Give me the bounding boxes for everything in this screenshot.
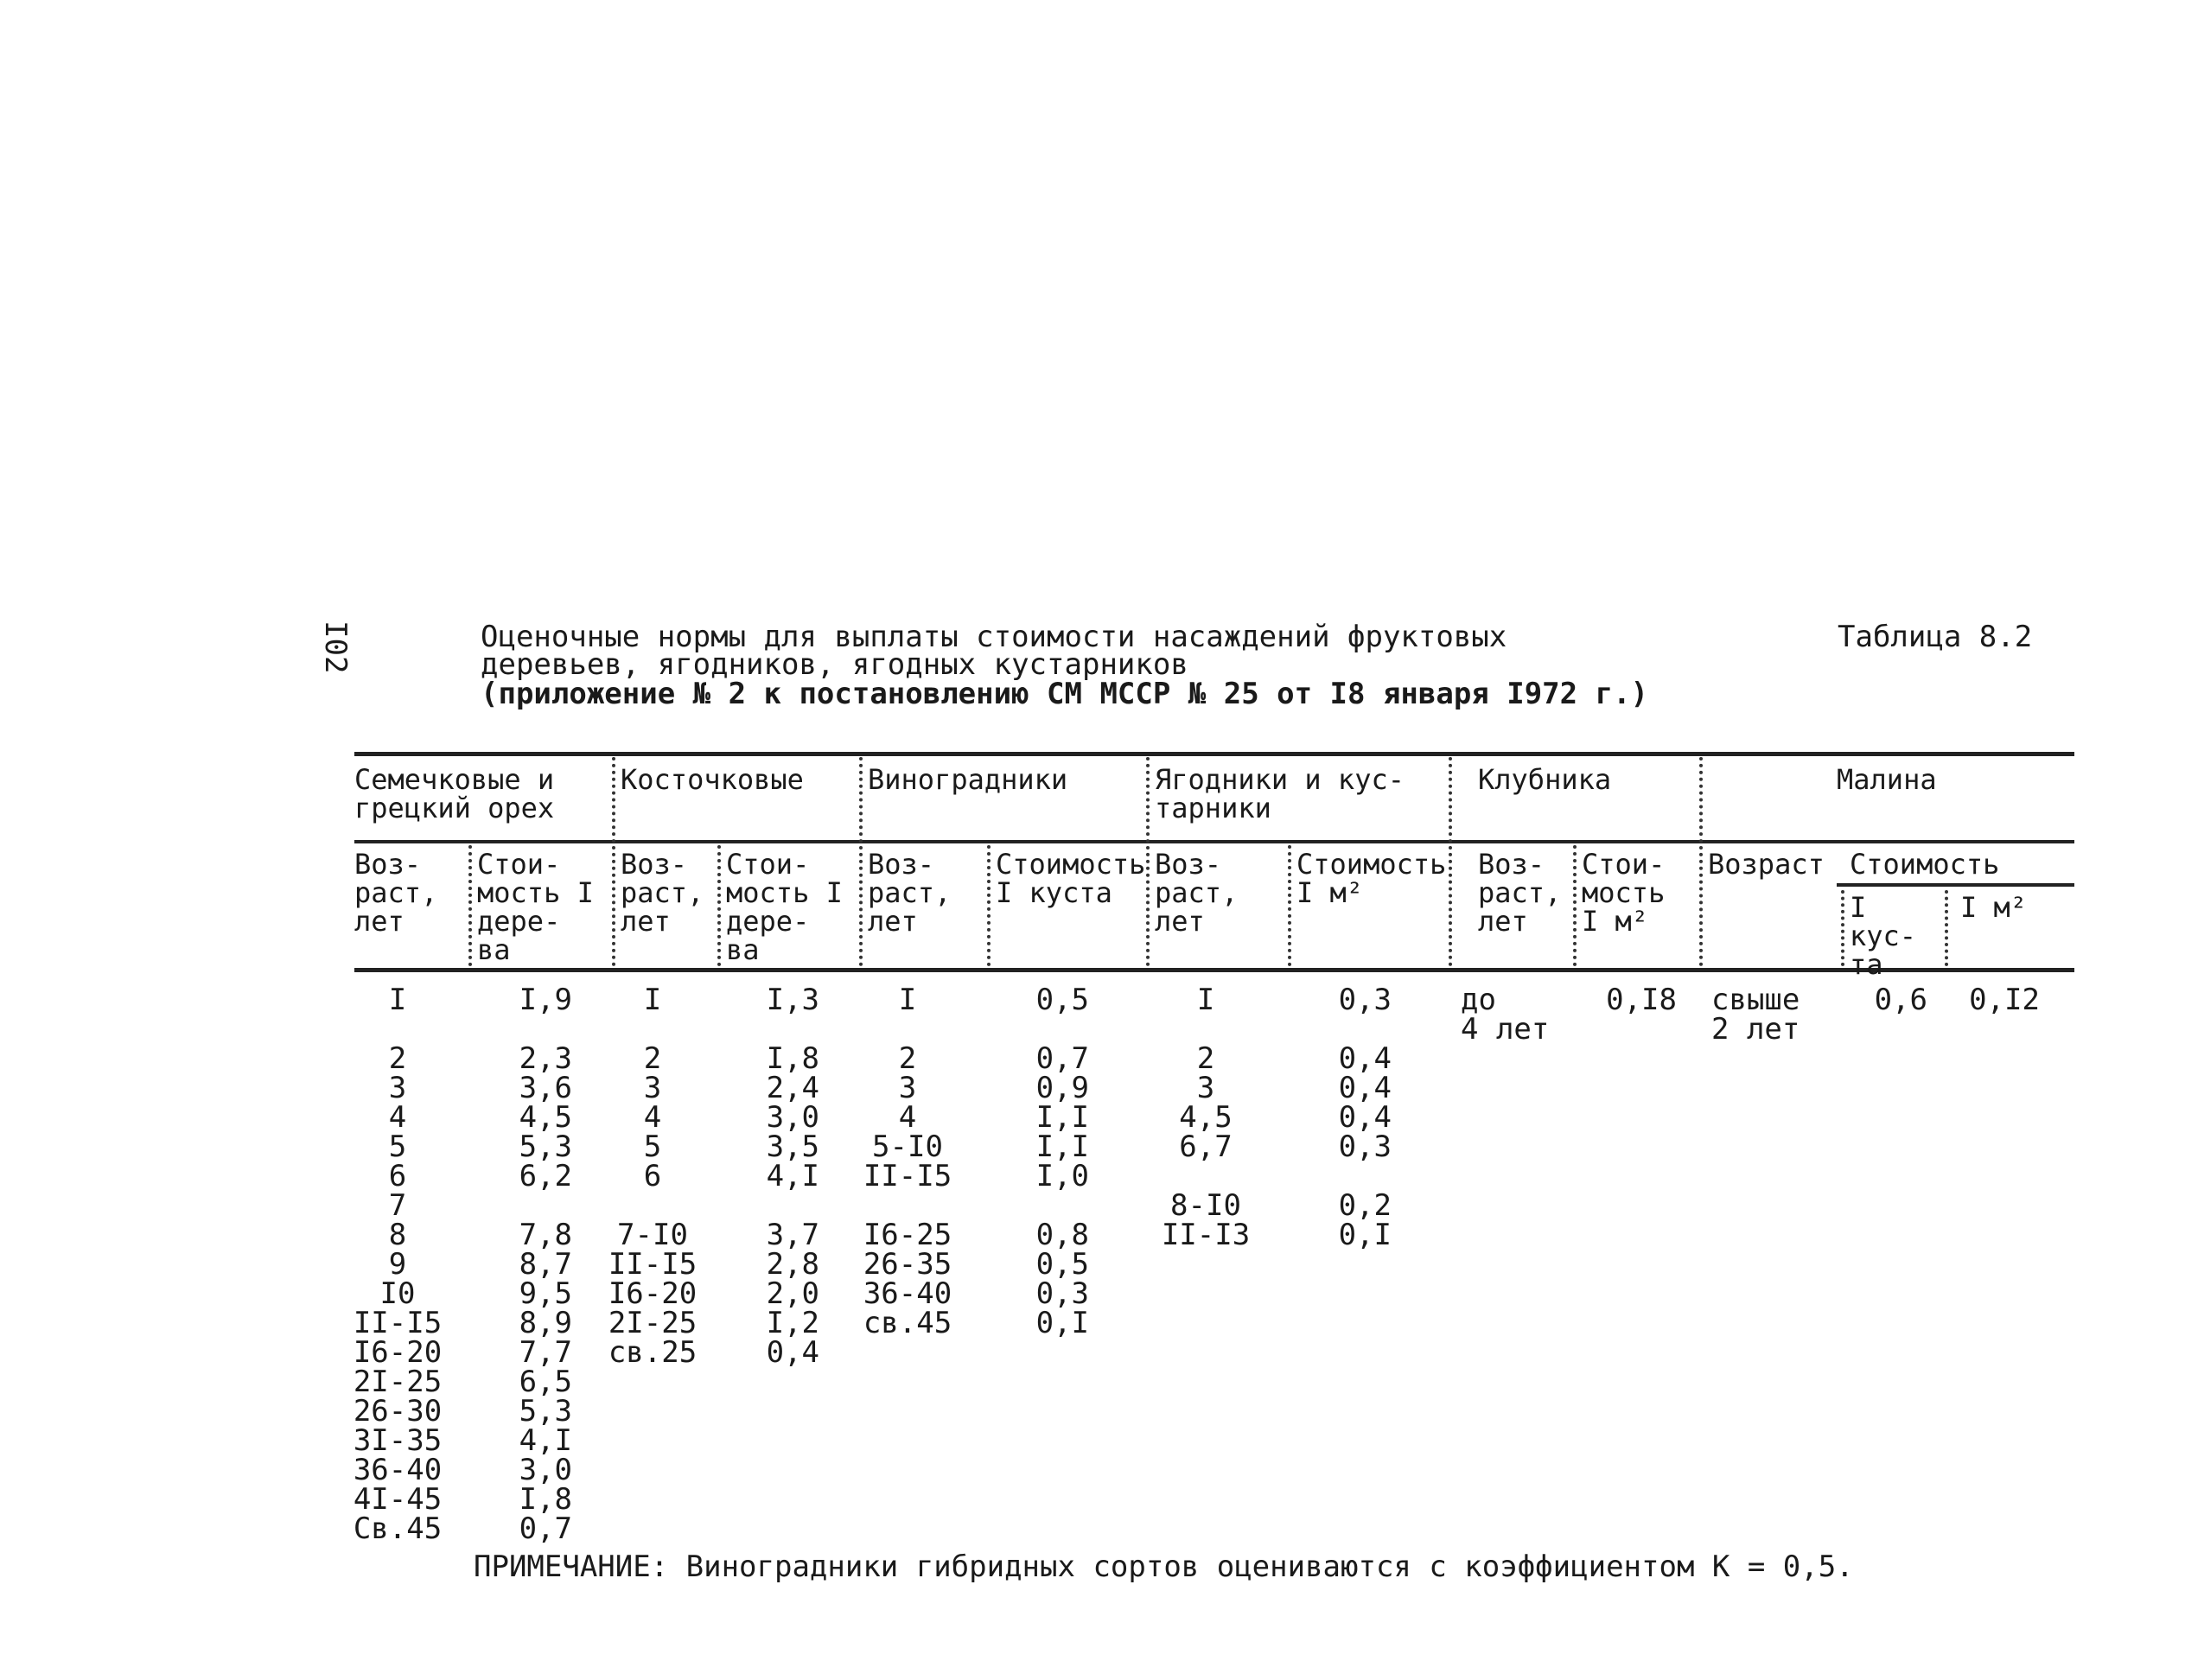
table-cell: 3 [1196,1071,1215,1105]
page-number: I02 [318,620,353,674]
divider-group-4 [1449,757,1452,966]
table-cell: 2,4 [766,1071,819,1105]
group-seed: Семечковые и грецкий орех [354,763,555,824]
table-cell [847,1015,968,1044]
table-cell: I,8 [519,1482,572,1517]
table-cell: 5,3 [519,1130,572,1164]
title-line-2: деревьев, ягодников, ягодных кустарников [481,647,1188,682]
table-cell: I,3 [766,983,819,1017]
table-cell: 8,9 [519,1306,572,1340]
table-cell: 0,5 [1035,1247,1089,1282]
header-bottom-rule [354,968,2074,972]
table-cell [605,1015,700,1044]
column-vine-age [847,985,968,1338]
table-cell [847,1191,968,1220]
divider-sub-1 [468,845,472,966]
table-cell: I [388,983,407,1017]
table-cell: 2 [1196,1041,1215,1076]
group-stone: Косточковые [621,763,804,796]
table-cell [735,1015,819,1044]
column-seed-age [346,983,449,1546]
sub-straw-cost: Стои- мость I м² [1582,848,1666,938]
table-cell: 5 [388,1130,407,1164]
table-cell [1003,1015,1089,1044]
table-cell: II-I3 [1161,1218,1251,1252]
table-cell: 8 [388,1218,407,1252]
divider-sub-4 [1288,845,1291,966]
table-cell [484,1015,572,1044]
table-cell: 6,7 [1179,1130,1233,1164]
table-cell: 3,5 [766,1130,819,1164]
table-cell: 0,4 [766,1335,819,1370]
table-cell: 0,3 [1338,1130,1392,1164]
sub-stone-age: Воз- раст, лет [621,848,704,938]
table-cell: I,0 [1035,1159,1089,1193]
table-cell: 2,3 [519,1041,572,1076]
table-cell: 7,8 [519,1218,572,1252]
table-cell [1003,1191,1089,1220]
column-rasp-m2 [1953,985,2040,1015]
table-cell: 3,0 [519,1453,572,1487]
table-cell: 0,I [1035,1306,1089,1340]
table-cell: 0,I8 [1606,983,1677,1017]
table-cell: св.25 [608,1335,698,1370]
divider-group-3 [1146,757,1150,966]
title-line-3: (приложение № 2 к постановлению СМ МССР № 25 от I8 января I972 г.) [481,677,1649,711]
table-cell [1314,1161,1392,1191]
group-rasp: Малина [1837,763,1937,796]
table-cell: 0,7 [519,1511,572,1546]
table-cell [605,1191,700,1220]
table-label: Таблица 8.2 [1838,620,2033,654]
sub-seed-cost: Стои- мость I дере- ва [477,848,594,966]
divider-group-1 [612,757,615,966]
table-cell [1150,1015,1262,1044]
table-cell: 5-I0 [872,1130,943,1164]
table-cell: 0,8 [1035,1218,1089,1252]
column-berry-cost [1314,985,1392,1250]
divider-sub-6 [1841,890,1844,966]
table-cell: 3 [898,1071,917,1105]
table-cell [735,1191,819,1220]
divider-sub-5 [1573,845,1577,966]
group-vine: Виноградники [868,763,1068,796]
table-cell: 4,I [766,1159,819,1193]
rasp-sub-rule [1837,883,2074,887]
table-cell: 2 [898,1041,917,1076]
table-cell: 0,7 [1035,1041,1089,1076]
table-cell: 0,5 [1035,983,1089,1017]
table-cell [484,1191,572,1220]
table-cell: 4,5 [519,1100,572,1135]
table-cell: 0,I2 [1969,983,2040,1017]
table-cell: I [898,983,917,1017]
table-cell: 2I-25 [608,1306,698,1340]
divider-sub-3 [987,845,991,966]
table-cell: 26-35 [863,1247,952,1282]
table-cell: 4,5 [1179,1100,1233,1135]
column-berry-age [1150,985,1262,1250]
column-rasp-bush [1858,985,1927,1015]
table-cell: 3 [388,1071,407,1105]
footnote: ПРИМЕЧАНИЕ: Виноградники гибридных сортов оцениваются с коэффициентом К = 0,5. [474,1550,1854,1584]
table-cell: I0 [379,1276,416,1311]
table-cell: 36-40 [863,1276,952,1311]
table-cell: II-I5 [863,1159,952,1193]
column-vine-cost [1003,985,1089,1338]
table-cell [1314,1015,1392,1044]
table-cell: 2,8 [766,1247,819,1282]
table-cell: св.45 [863,1306,952,1340]
table-cell: I,9 [519,983,572,1017]
column-straw-cost [1582,985,1677,1015]
table-cell: 6 [388,1159,407,1193]
table-cell: 2,0 [766,1276,819,1311]
divider-sub-2 [717,845,721,966]
table-cell: 3,6 [519,1071,572,1105]
sub-seed-age: Воз- раст, лет [354,848,438,938]
sub-berry-cost: Стоимость I м² [1296,848,1447,909]
sub-rasp-cost: Стоимость [1850,848,2000,881]
table-cell: 0,I [1338,1218,1392,1252]
table-cell: II-I5 [353,1306,443,1340]
sub-rasp-m2: I м² [1960,891,2028,924]
divider-group-2 [859,757,863,966]
table-cell: I6-25 [863,1218,952,1252]
table-cell: 7-I0 [617,1218,688,1252]
table-cell: 2 [643,1041,662,1076]
table-cell: I [1196,983,1215,1017]
table-cell: 7,7 [519,1335,572,1370]
table-cell: II-I5 [608,1247,698,1282]
table-cell: 6,5 [519,1365,572,1399]
table-cell: 8-I0 [1170,1188,1241,1223]
divider-group-5 [1699,757,1703,966]
column-rasp-age [1711,983,1824,1047]
sub-vine-age: Воз- раст, лет [868,848,952,938]
table-cell: I,8 [766,1041,819,1076]
table-cell: 5,3 [519,1394,572,1429]
title-line-1: Оценочные нормы для выплаты стоимости насаждений фруктовых [481,620,1507,654]
table-cell: 5 [643,1130,662,1164]
table-cell: 4 [388,1100,407,1135]
table-cell: 0,4 [1338,1041,1392,1076]
table-cell: 0,3 [1338,983,1392,1017]
table-cell: 0,4 [1338,1100,1392,1135]
table-cell: 3,0 [766,1100,819,1135]
table-cell: Св.45 [353,1511,443,1546]
table-cell: 0,9 [1035,1071,1089,1105]
table-cell: 0,6 [1874,983,1927,1017]
table-cell: 2I-25 [353,1365,443,1399]
table-cell: I,I [1035,1130,1089,1164]
table-cell: 4,I [519,1423,572,1458]
table-cell: 3,7 [766,1218,819,1252]
table-cell: 4 лет [1461,1012,1550,1047]
table-cell: 36-40 [353,1453,443,1487]
table-cell: 9 [388,1247,407,1282]
table-cell: 6 [643,1159,662,1193]
column-stone-age [605,983,700,1370]
table-cell: 4 [898,1100,917,1135]
sub-berry-age: Воз- раст, лет [1155,848,1239,938]
divider-sub-7 [1945,890,1948,966]
table-cell: 4 [643,1100,662,1135]
table-cell: 2 [388,1041,407,1076]
table-cell: 0,3 [1035,1276,1089,1311]
table-cell: 0,2 [1338,1188,1392,1223]
table-cell: I,2 [766,1306,819,1340]
table-cell: 9,5 [519,1276,572,1311]
table-cell: 3I-35 [353,1423,443,1458]
sub-vine-cost: Стоимость I куста [996,848,1146,909]
sub-stone-cost: Стои- мость I дере- ва [726,848,843,966]
table-cell: 8,7 [519,1247,572,1282]
group-straw: Клубника [1478,763,1612,796]
column-straw-age [1461,983,1564,1047]
table-cell: свыше [1711,983,1800,1017]
table-cell: I [643,983,662,1017]
sub-rasp-age: Возраст [1708,848,1825,881]
table-cell: 6,2 [519,1159,572,1193]
table-cell: 7 [388,1188,407,1223]
sub-straw-age: Воз- раст, лет [1478,848,1562,938]
table-cell: 0,4 [1338,1071,1392,1105]
table-cell: I,I [1035,1100,1089,1135]
table-cell: до [1461,983,1496,1017]
table-cell: 26-30 [353,1394,443,1429]
table-cell [1150,1161,1262,1191]
group-berry: Ягодники и кус- тарники [1155,763,1405,824]
table-cell: I6-20 [353,1335,443,1370]
table-cell: 2 лет [1711,1012,1800,1047]
sub-rasp-bush: I кус- та [1850,891,1917,981]
table-cell: I6-20 [608,1276,698,1311]
table-cell [346,1015,449,1044]
column-seed-cost [484,983,572,1546]
table-top-rule [354,752,2074,756]
column-stone-cost [735,983,819,1370]
table-cell: 3 [643,1071,662,1105]
table-cell: 4I-45 [353,1482,443,1517]
